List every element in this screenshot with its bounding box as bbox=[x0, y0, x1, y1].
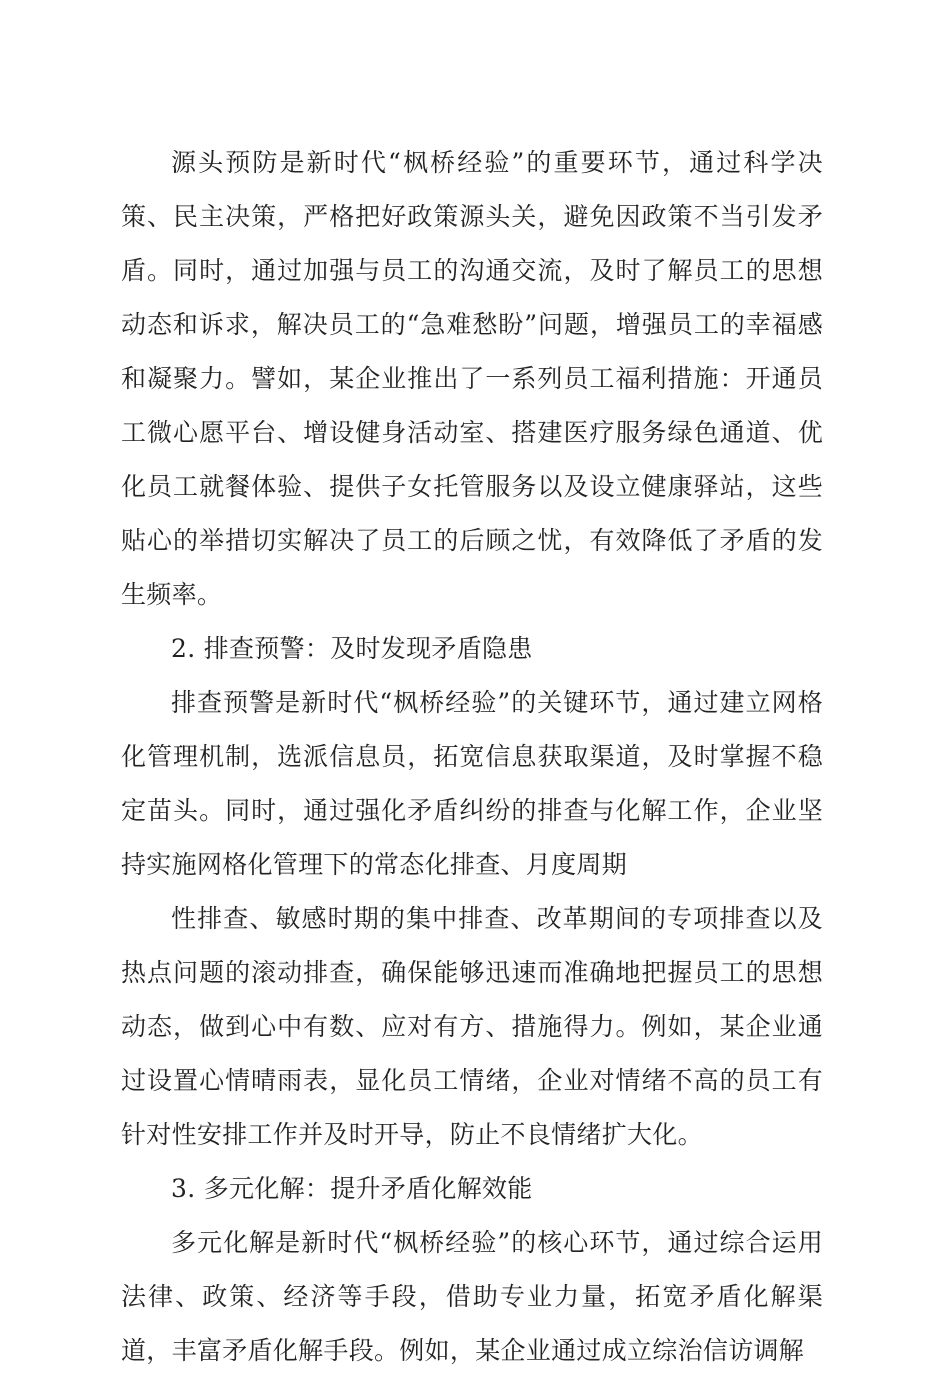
section-heading-screening-warning: 2. 排查预警：及时发现矛盾隐患 bbox=[171, 634, 533, 663]
paragraph-multi-resolution: 多元化解是新时代“枫桥经验”的核心环节，通过综合运用法律、政策、经济等手段，借助专业力量，拓宽矛盾化解渠道，丰富矛盾化解手段。例如，某企业通过成立综治信访调解 bbox=[121, 1228, 823, 1365]
paragraph-screening-continued: 性排查、敏感时期的集中排查、改革期间的专项排查以及热点问题的滚动排查，确保能够迅速而准确地把握员工的思想动态，做到心中有数、应对有方、措施得力。例如，某企业通过设置心情晴雨表，显化员工情绪，企业对情绪不高的员工有针对性安排工作并及时开导，防止不良情绪扩大化。 bbox=[121, 904, 823, 1149]
paragraph-screening-warning: 排查预警是新时代“枫桥经验”的关键环节，通过建立网格化管理机制，选派信息员，拓宽信息获取渠道，及时掌握不稳定苗头。同时，通过强化矛盾纠纷的排查与化解工作，企业坚持实施网格化管理下的常态化排查、月度周期 bbox=[121, 688, 823, 879]
document-body bbox=[121, 136, 823, 1378]
paragraph-source-prevention: 源头预防是新时代“枫桥经验”的重要环节，通过科学决策、民主决策，严格把好政策源头关，避免因政策不当引发矛盾。同时，通过加强与员工的沟通交流，及时了解员工的思想动态和诉求，解决员工的“急难愁盼”问题，增强员工的幸福感和凝聚力。譬如，某企业推出了一系列员工福利措施：开通员工微心愿平台、增设健身活动室、搭建医疗服务绿色通道、优化员工就餐体验、提供子女托管服务以及设立健康驿站，这些贴心的举措切实解决了员工的后顾之忧，有效降低了矛盾的发生频率。 bbox=[121, 148, 823, 609]
section-heading-multi-resolution: 3. 多元化解：提升矛盾化解效能 bbox=[171, 1174, 533, 1203]
